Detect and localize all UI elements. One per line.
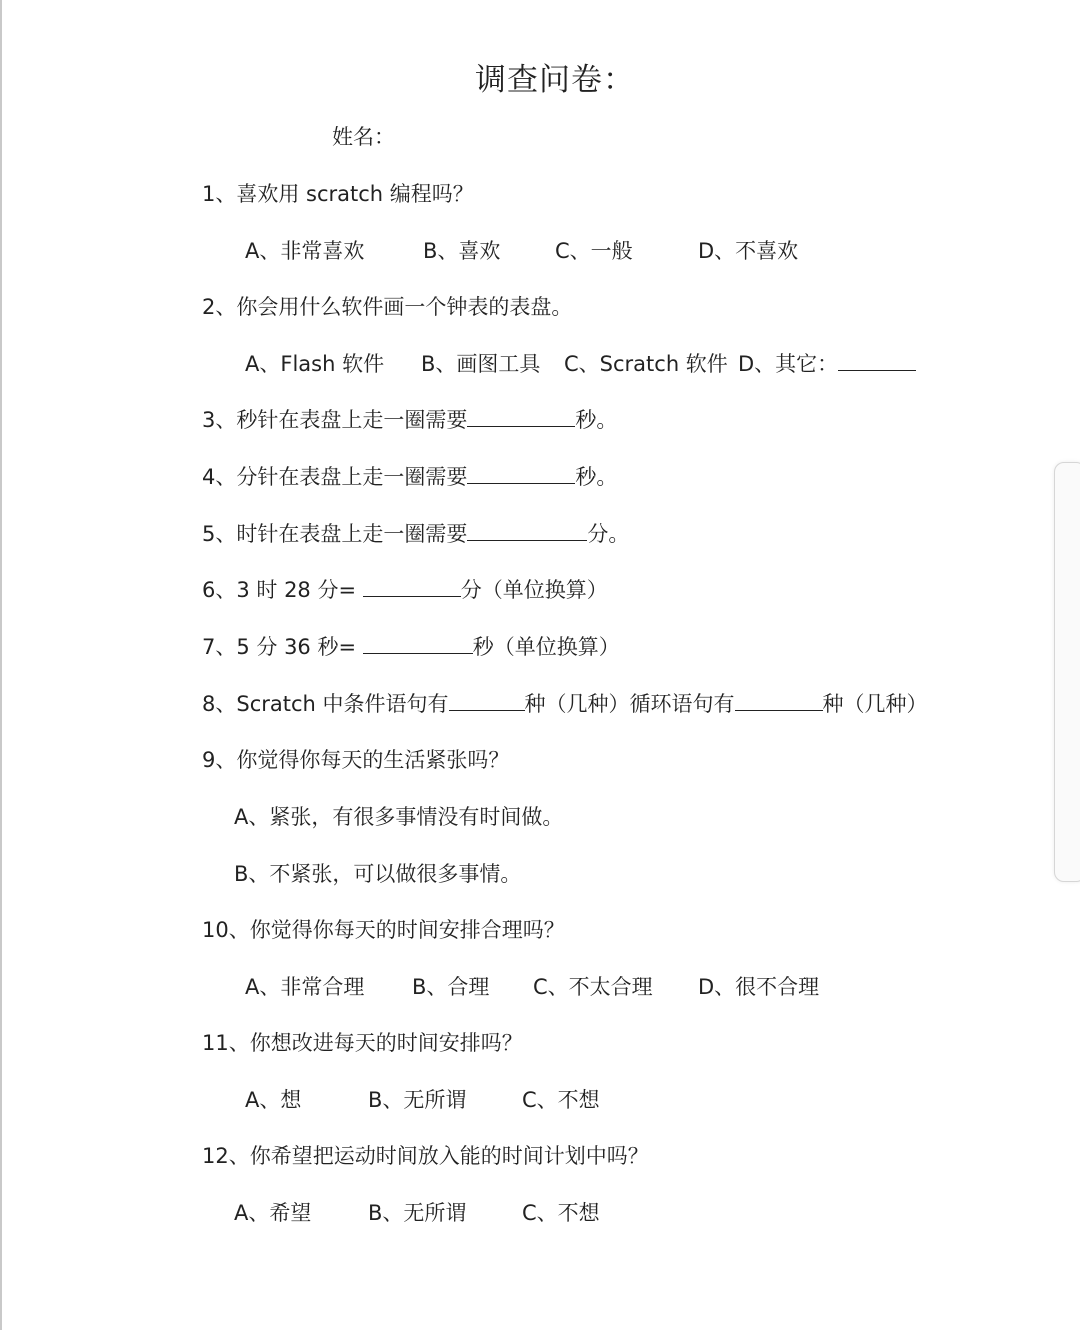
q11-option-a: A、想 xyxy=(245,1088,302,1112)
question-2: 2、你会用什么软件画一个钟表的表盘。 xyxy=(202,295,573,319)
question-4 xyxy=(202,463,617,491)
q10-option-c: C、不太合理 xyxy=(533,975,653,999)
q3-prompt: 3、秒针在表盘上走一圈需要 xyxy=(202,408,468,432)
q6-answer-blank[interactable] xyxy=(363,576,461,597)
q12-option-b: B、无所谓 xyxy=(368,1201,467,1225)
q6-unit: 分（单位换算） xyxy=(460,578,608,602)
q12-option-a: A、希望 xyxy=(234,1201,312,1225)
q2-option-d-label: D、其它： xyxy=(738,352,839,376)
page-title: 调查问卷： xyxy=(475,62,635,98)
q8-loop-blank[interactable] xyxy=(735,690,823,711)
q2-option-c: C、Scratch 软件 xyxy=(564,352,728,376)
q2-other-blank[interactable] xyxy=(838,350,916,371)
question-6 xyxy=(202,576,608,604)
q12-option-c: C、不想 xyxy=(522,1201,600,1225)
q5-unit: 分。 xyxy=(587,522,630,546)
question-12: 12、你希望把运动时间放入能的时间计划中吗？ xyxy=(202,1144,649,1168)
q7-answer-blank[interactable] xyxy=(363,633,473,654)
scroll-handle[interactable] xyxy=(1054,462,1080,882)
q4-unit: 秒。 xyxy=(575,465,618,489)
q7-unit: 秒（单位换算） xyxy=(472,635,620,659)
q2-option-b: B、画图工具 xyxy=(421,352,541,376)
question-3 xyxy=(202,406,617,434)
q9-option-a: A、紧张，有很多事情没有时间做。 xyxy=(234,805,564,829)
q10-option-a: A、非常合理 xyxy=(245,975,365,999)
q8-middle: 种（几种）循环语句有 xyxy=(524,692,735,716)
page-left-edge xyxy=(0,0,2,1330)
q7-prompt: 7、5 分 36 秒= xyxy=(202,635,363,659)
q9-option-b: B、不紧张，可以做很多事情。 xyxy=(234,862,522,886)
q10-option-d: D、很不合理 xyxy=(698,975,820,999)
q3-answer-blank[interactable] xyxy=(467,406,575,427)
q10-option-b: B、合理 xyxy=(412,975,490,999)
q1-option-b: B、喜欢 xyxy=(423,239,501,263)
q11-option-c: C、不想 xyxy=(522,1088,600,1112)
q2-option-a: A、Flash 软件 xyxy=(245,352,385,376)
question-7 xyxy=(202,633,620,661)
q4-answer-blank[interactable] xyxy=(467,463,575,484)
question-11: 11、你想改进每天的时间安排吗？ xyxy=(202,1031,523,1055)
question-9: 9、你觉得你每天的生活紧张吗？ xyxy=(202,748,510,772)
question-1: 1、喜欢用 scratch 编程吗？ xyxy=(202,182,474,206)
q1-option-c: C、一般 xyxy=(555,239,633,263)
q3-unit: 秒。 xyxy=(575,408,618,432)
name-label: 姓名： xyxy=(332,125,395,149)
q2-option-d xyxy=(738,350,916,378)
q1-option-a: A、非常喜欢 xyxy=(245,239,365,263)
q11-option-b: B、无所谓 xyxy=(368,1088,467,1112)
q5-answer-blank[interactable] xyxy=(467,520,587,541)
question-5 xyxy=(202,520,629,548)
q8-condition-blank[interactable] xyxy=(449,690,525,711)
q8-unit: 种（几种） xyxy=(822,692,928,716)
q1-option-d: D、不喜欢 xyxy=(698,239,799,263)
q6-prompt: 6、3 时 28 分= xyxy=(202,578,363,602)
q5-prompt: 5、时针在表盘上走一圈需要 xyxy=(202,522,468,546)
question-10: 10、你觉得你每天的时间安排合理吗？ xyxy=(202,918,565,942)
question-8 xyxy=(202,690,928,718)
q4-prompt: 4、分针在表盘上走一圈需要 xyxy=(202,465,468,489)
q8-prompt: 8、Scratch 中条件语句有 xyxy=(202,692,449,716)
